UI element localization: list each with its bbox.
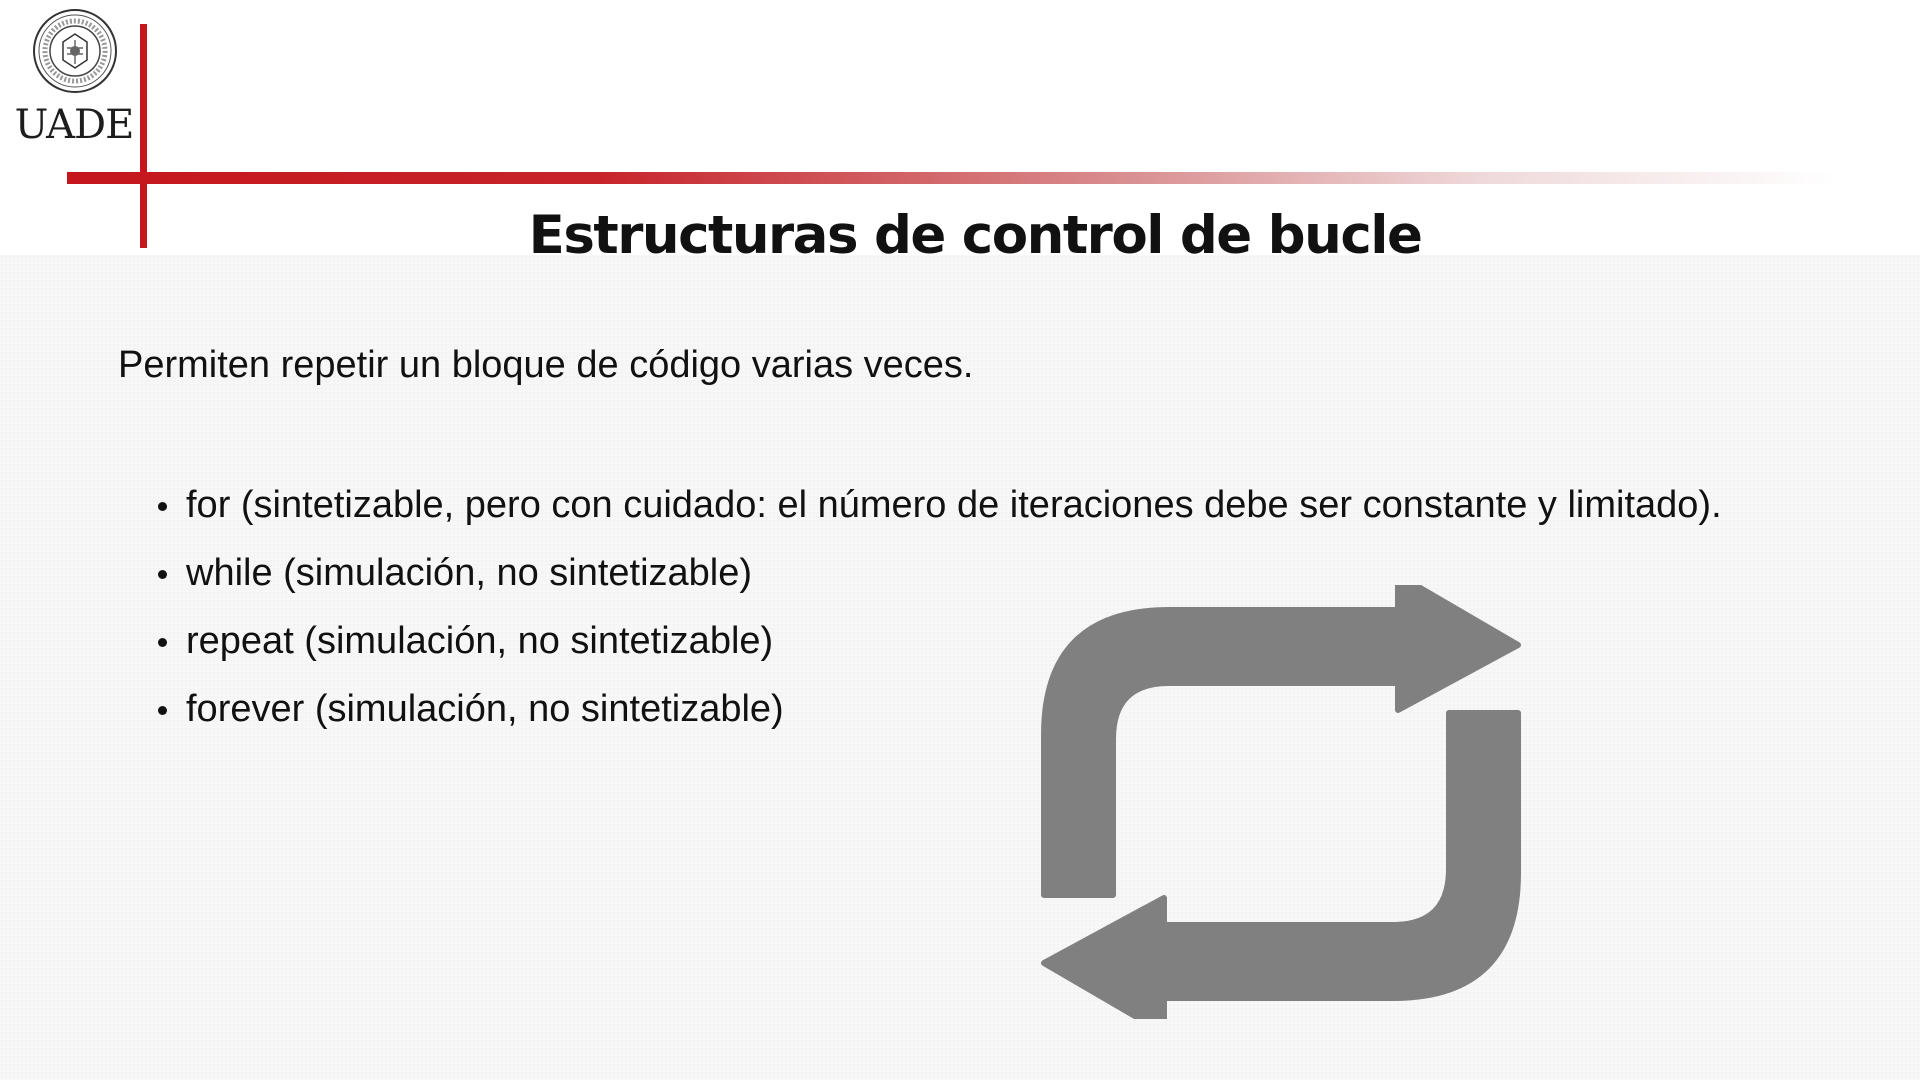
university-seal-icon: [32, 8, 118, 94]
intro-text: Permiten repetir un bloque de código varias veces.: [118, 344, 974, 386]
slide-title: Estructuras de control de bucle: [528, 205, 1422, 266]
bullet-icon: [158, 706, 167, 715]
red-horizontal-rule: [67, 172, 1837, 184]
bullet-text: for (sintetizable, pero con cuidado: el número de iteraciones debe ser constante y limitado).: [186, 484, 1722, 526]
loop-arrows-icon: [1038, 585, 1524, 1019]
bullet-icon: [158, 502, 167, 511]
bullet-text: forever (simulación, no sintetizable): [186, 688, 784, 730]
bullet-text: while (simulación, no sintetizable): [186, 552, 753, 594]
bullet-text: repeat (simulación, no sintetizable): [186, 620, 774, 662]
bullet-icon: [158, 570, 167, 579]
bullet-icon: [158, 638, 167, 647]
list-item: [150, 478, 1722, 546]
uade-logo: [14, 8, 134, 148]
logo-wordmark: UADE: [14, 102, 134, 148]
